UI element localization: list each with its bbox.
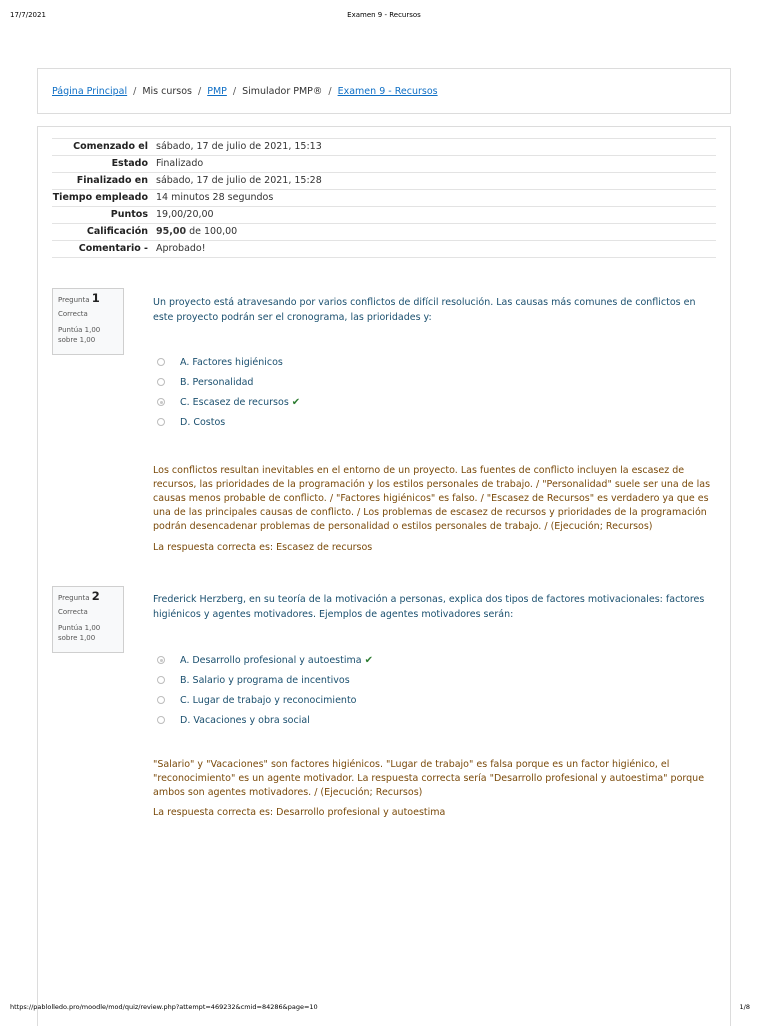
summary-value xyxy=(156,224,716,241)
answer-label: A. Factores higiénicos xyxy=(180,356,283,368)
breadcrumb-simulator: Simulador PMP® xyxy=(242,85,323,97)
question-label: Pregunta xyxy=(58,594,90,602)
question-info-box xyxy=(52,288,124,355)
summary-value: sábado, 17 de julio de 2021, 15:28 xyxy=(156,173,716,190)
breadcrumb-exam-link[interactable]: Examen 9 - Recursos xyxy=(337,85,438,97)
answer-option[interactable] xyxy=(157,392,300,412)
breadcrumb-separator: / xyxy=(133,85,137,97)
summary-row xyxy=(52,190,716,207)
answer-label: B. Personalidad xyxy=(180,376,254,388)
radio-icon[interactable] xyxy=(157,676,165,684)
question-marks: Puntúa 1,00 sobre 1,00 xyxy=(58,326,101,344)
question-label: Pregunta xyxy=(58,296,90,304)
answer-option[interactable] xyxy=(157,372,300,392)
summary-label: Comenzado el xyxy=(52,139,156,156)
answer-label: C. Lugar de trabajo y reconocimiento xyxy=(180,694,357,706)
summary-label: Comentario - xyxy=(52,241,156,258)
breadcrumb-separator: / xyxy=(328,85,332,97)
answer-label: A. Desarrollo profesional y autoestima xyxy=(180,654,362,666)
answer-label: D. Costos xyxy=(180,416,226,428)
question-state: Correcta xyxy=(58,310,88,318)
radio-icon[interactable] xyxy=(157,378,165,386)
answer-option[interactable] xyxy=(157,412,300,432)
question-text: Frederick Herzberg, en su teoría de la motivación a personas, explica dos tipos de factores motivacionales: factores higiénicos y agentes motivadores. Ejemplos de agentes motivadores serán: xyxy=(153,594,705,620)
breadcrumb-home-link[interactable]: Página Principal xyxy=(52,85,128,97)
summary-row xyxy=(52,139,716,156)
question-number: 2 xyxy=(91,589,100,603)
print-date: 17/7/2021 xyxy=(10,11,46,19)
radio-icon[interactable] xyxy=(157,398,165,406)
answer-options xyxy=(157,650,373,730)
answer-feedback: Los conflictos resultan inevitables en el entorno de un proyecto. Las fuentes de conflicto incluyen la escasez de recursos, las prioridades de la programación y los estilos personales de trabajo. / "Personalidad" suele ser una de las causas menos probable de conflicto. / "Factores higiénicos" es falso. / "Escasez de Recursos" es verdadero ya que es una de las principales causas de conflicto. / Los problemas de escasez de recursos y prioridades de la programación podrán desencadenar problemas de personalidad o estilos personales de trabajo. / (Ejecución; Recursos) xyxy=(153,465,711,532)
breadcrumb-separator: / xyxy=(198,85,202,97)
summary-label: Tiempo empleado xyxy=(52,190,156,207)
summary-row xyxy=(52,207,716,224)
answer-option[interactable] xyxy=(157,710,373,730)
question-state: Correcta xyxy=(58,608,88,616)
summary-value: Aprobado! xyxy=(156,241,716,258)
answer-label: C. Escasez de recursos xyxy=(180,396,289,408)
question-number: 1 xyxy=(91,291,100,305)
breadcrumb-mycourses: Mis cursos xyxy=(142,85,193,97)
radio-icon[interactable] xyxy=(157,696,165,704)
print-page-count: 1/8 xyxy=(739,1003,750,1011)
summary-label: Calificación xyxy=(52,224,156,241)
answer-feedback: "Salario" y "Vacaciones" son factores higiénicos. "Lugar de trabajo" es falsa porque es un factor higiénico, el "reconocimiento" es un agente motivador. La respuesta correcta sería "Desarrollo profesional y autoestima" porque ambos son agentes motivadores. / (Ejecución; Recursos) xyxy=(153,759,705,798)
right-answer: La respuesta correcta es: Escasez de recursos xyxy=(153,542,373,553)
summary-value: Finalizado xyxy=(156,156,716,173)
radio-icon[interactable] xyxy=(157,418,165,426)
summary-row xyxy=(52,241,716,258)
summary-row xyxy=(52,156,716,173)
radio-icon[interactable] xyxy=(157,358,165,366)
summary-value: 14 minutos 28 segundos xyxy=(156,190,716,207)
radio-icon[interactable] xyxy=(157,716,165,724)
right-answer: La respuesta correcta es: Desarrollo profesional y autoestima xyxy=(153,807,446,818)
breadcrumb-separator: / xyxy=(232,85,237,97)
answer-option[interactable] xyxy=(157,690,373,710)
checkmark-icon: ✔ xyxy=(291,396,301,408)
question-marks: Puntúa 1,00 sobre 1,00 xyxy=(58,624,101,642)
print-header xyxy=(0,0,768,40)
print-title: Examen 9 - Recursos xyxy=(347,11,421,19)
summary-row xyxy=(52,224,716,241)
answer-option[interactable] xyxy=(157,650,373,670)
summary-value: 19,00/20,00 xyxy=(156,207,716,224)
grade-value: 95,00 xyxy=(156,226,187,237)
answer-option[interactable] xyxy=(157,670,373,690)
grade-max: de 100,00 xyxy=(186,226,238,237)
print-url: https://pablolledo.pro/moodle/mod/quiz/review.php?attempt=469232&cmid=84286&page=10 xyxy=(10,1003,318,1011)
answer-label: D. Vacaciones y obra social xyxy=(180,714,310,726)
summary-label: Estado xyxy=(52,156,156,173)
summary-row xyxy=(52,173,716,190)
breadcrumb-course-link[interactable]: PMP xyxy=(207,85,227,97)
checkmark-icon: ✔ xyxy=(364,654,373,666)
summary-label: Finalizado en xyxy=(52,173,156,190)
answer-label: B. Salario y programa de incentivos xyxy=(180,674,350,686)
question-text: Un proyecto está atravesando por varios conflictos de difícil resolución. Las causas más comunes de conflictos en este proyecto podrán ser el cronograma, las prioridades y: xyxy=(153,297,696,323)
summary-value: sábado, 17 de julio de 2021, 15:13 xyxy=(156,139,716,156)
quiz-review-region xyxy=(37,126,731,1026)
breadcrumb xyxy=(37,68,731,114)
attempt-summary-table xyxy=(52,138,716,258)
summary-label: Puntos xyxy=(52,207,156,224)
question-info-box xyxy=(52,586,124,653)
answer-options xyxy=(157,352,300,432)
radio-icon[interactable] xyxy=(157,656,165,664)
answer-option[interactable] xyxy=(157,352,300,372)
